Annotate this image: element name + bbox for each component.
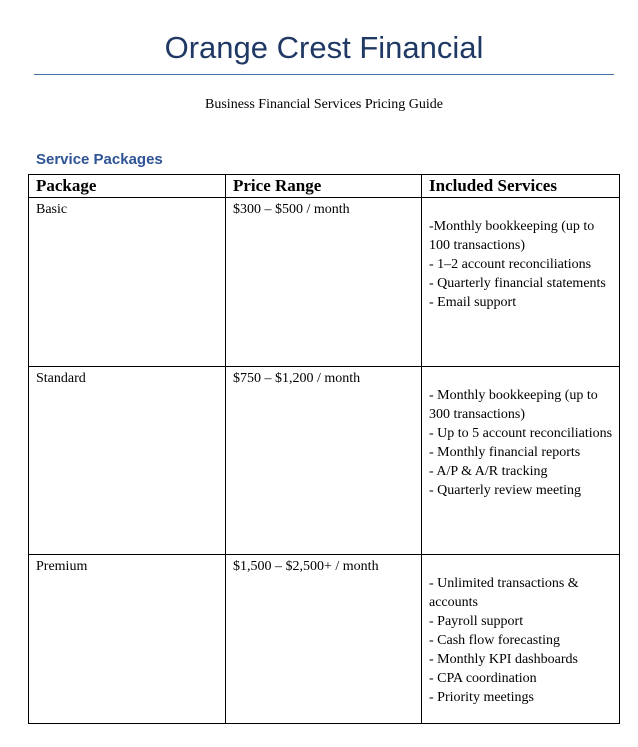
service-item: - Quarterly financial statements <box>429 276 606 291</box>
service-item: - Monthly financial reports <box>429 445 581 460</box>
service-item: -Monthly bookkeeping (up to 100 transactions) <box>429 219 595 253</box>
header-included-services: Included Services <box>422 175 620 198</box>
price-range: $750 – $1,200 / month <box>226 367 422 555</box>
price-range: $1,500 – $2,500+ / month <box>226 555 422 724</box>
service-item: - Email support <box>429 295 517 310</box>
service-item: - Unlimited transactions & accounts <box>429 576 579 610</box>
services-list <box>429 386 615 500</box>
service-item: - CPA coordination <box>429 671 537 686</box>
table-row <box>29 198 620 367</box>
service-item: - Priority meetings <box>429 690 534 705</box>
table-header-row <box>29 175 620 198</box>
table-row <box>29 555 620 724</box>
service-item: - Quarterly review meeting <box>429 483 581 498</box>
included-services <box>422 367 620 555</box>
package-name: Standard <box>29 367 226 555</box>
service-item: - A/P & A/R tracking <box>429 464 548 479</box>
service-item: - Payroll support <box>429 614 524 629</box>
document-subtitle: Business Financial Services Pricing Guide <box>205 97 443 112</box>
price-range: $300 – $500 / month <box>226 198 422 367</box>
service-item: - 1–2 account reconciliations <box>429 257 592 272</box>
document-title: Orange Crest Financial <box>164 30 484 65</box>
service-item: - Monthly bookkeeping (up to 300 transactions) <box>429 388 598 422</box>
title-divider <box>34 74 614 75</box>
header-package: Package <box>29 175 226 198</box>
header-price-range: Price Range <box>226 175 422 198</box>
table-row <box>29 367 620 555</box>
service-item: - Cash flow forecasting <box>429 633 561 648</box>
package-name: Basic <box>29 198 226 367</box>
pricing-table <box>28 174 620 724</box>
service-item: - Up to 5 account reconciliations <box>429 426 613 441</box>
service-item: - Monthly KPI dashboards <box>429 652 578 667</box>
section-heading: Service Packages <box>36 151 163 168</box>
included-services <box>422 198 620 367</box>
included-services <box>422 555 620 724</box>
package-name: Premium <box>29 555 226 724</box>
services-list <box>429 574 615 707</box>
services-list <box>429 217 615 312</box>
